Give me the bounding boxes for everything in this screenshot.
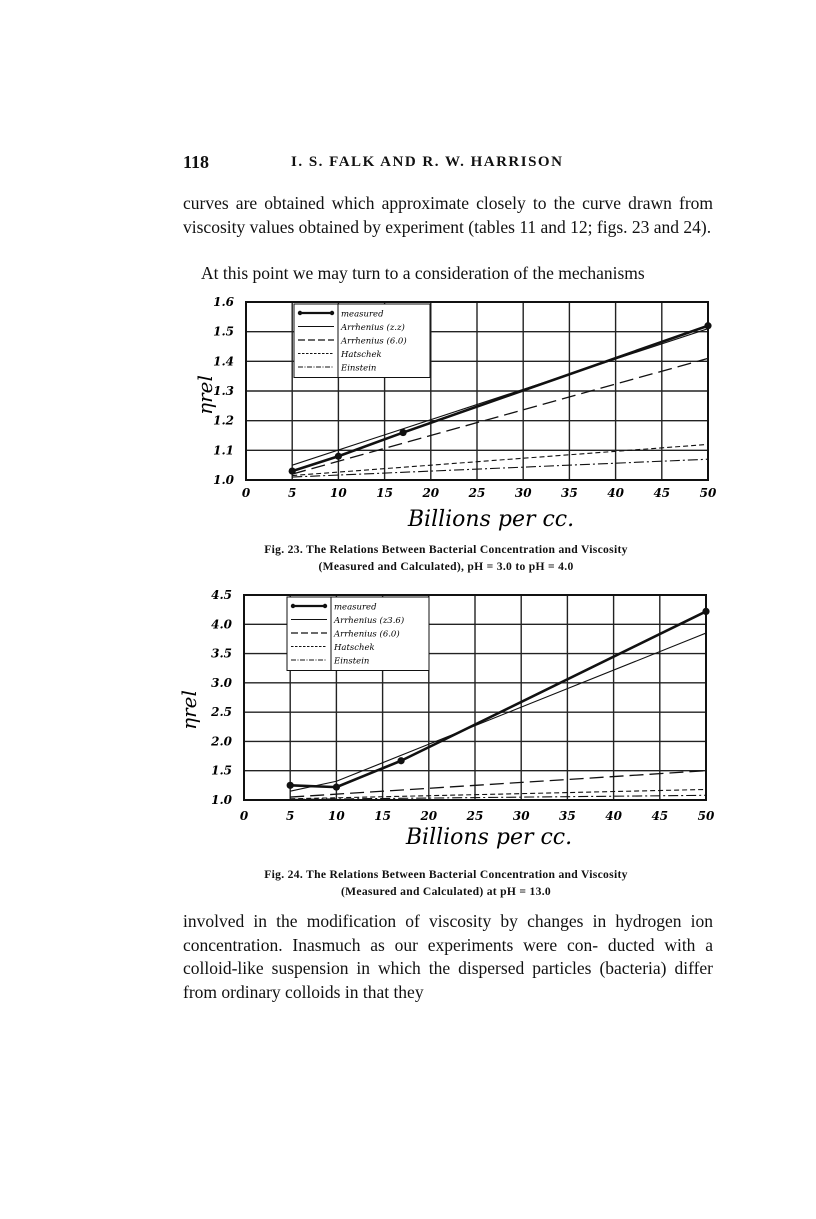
paragraph-line: drawn from viscosity values obtained by experiment (tables xyxy=(183,193,714,237)
page-number: 118 xyxy=(183,152,210,172)
figure-24-chart xyxy=(0,580,816,852)
x-tick-label: 45 xyxy=(651,809,669,823)
x-tick-label: 10 xyxy=(330,486,347,500)
x-tick-label: 20 xyxy=(420,809,438,823)
legend-label: measured xyxy=(341,309,384,320)
x-tick-label: 25 xyxy=(468,486,486,500)
y-tick-label: 1.6 xyxy=(213,295,234,309)
page-header xyxy=(183,152,713,176)
series-line xyxy=(290,795,706,799)
legend-label: Arrhenius (6.0) xyxy=(341,336,407,347)
paragraph-line: ion concentration. Inasmuch as our experiments were con- xyxy=(183,911,714,955)
y-tick-label: 1.0 xyxy=(211,793,232,807)
y-tick-label: 2.0 xyxy=(211,734,232,749)
y-tick-label: 1.2 xyxy=(213,413,234,428)
x-tick-label: 5 xyxy=(288,486,297,500)
paragraph-1 xyxy=(183,192,713,239)
data-point xyxy=(704,322,711,329)
paragraph-line: particles (bacteria) differ from ordinary colloids in that they xyxy=(183,958,714,1002)
x-tick-label: 45 xyxy=(653,486,671,500)
x-tick-label: 35 xyxy=(561,486,578,500)
y-tick-label: 3.0 xyxy=(211,675,232,690)
paragraph-line: ducted with a colloid-like suspension in which the dispersed xyxy=(183,934,714,978)
data-point xyxy=(397,757,404,764)
series-line xyxy=(292,459,708,477)
x-tick-label: 50 xyxy=(699,486,717,500)
data-point xyxy=(287,782,294,789)
y-tick-label: 1.3 xyxy=(213,384,234,398)
paragraph-line: curves are obtained which approximate closely to the curve xyxy=(183,193,621,213)
x-axis-label: Billions per cc. xyxy=(407,507,575,532)
legend-label: Arrhenius (z.z) xyxy=(341,323,405,333)
x-tick-label: 15 xyxy=(376,486,393,500)
data-point xyxy=(333,784,340,791)
paragraph-3 xyxy=(183,910,713,1004)
legend-marker xyxy=(298,311,302,315)
legend-label: measured xyxy=(334,602,377,613)
x-tick-label: 0 xyxy=(239,809,249,823)
y-tick-label: 1.4 xyxy=(213,354,234,369)
y-tick-label: 2.5 xyxy=(211,705,232,720)
running-title: I. S. FALK AND R. W. HARRISON xyxy=(291,154,564,170)
x-tick-label: 20 xyxy=(422,486,440,500)
legend-label: Einstein xyxy=(334,656,370,667)
paragraph-line: involved in the modification of viscosity by changes in hydrogen xyxy=(183,911,682,931)
paragraph-2: At this point we may turn to a consideration of the mechanisms xyxy=(201,263,645,283)
figure-23-chart xyxy=(0,290,816,535)
data-point xyxy=(702,608,709,615)
y-tick-label: 3.5 xyxy=(211,646,232,661)
legend-label: Arrhenius (z3.6) xyxy=(334,616,405,626)
y-tick-label: 1.1 xyxy=(213,443,234,458)
figure-24-caption xyxy=(172,866,720,900)
x-tick-label: 30 xyxy=(514,486,532,500)
y-tick-label: 1.5 xyxy=(213,324,234,339)
legend-label: Einstein xyxy=(341,363,377,374)
legend-label: Arrhenius (6.0) xyxy=(334,629,400,640)
legend-marker xyxy=(330,311,334,315)
x-tick-label: 10 xyxy=(328,809,345,823)
y-tick-label: 4.0 xyxy=(211,617,232,632)
x-tick-label: 25 xyxy=(466,809,484,823)
y-tick-label: 4.5 xyxy=(211,588,232,602)
x-tick-label: 15 xyxy=(374,809,391,823)
data-point xyxy=(335,453,342,460)
y-tick-label: 1.5 xyxy=(211,763,232,778)
x-tick-label: 50 xyxy=(697,809,715,823)
legend-marker xyxy=(291,604,295,608)
paragraph-line: 11 and 12; figs. 23 and 24). xyxy=(519,216,712,237)
legend-label: Hatschek xyxy=(334,643,375,653)
caption-line: Fig. 23. The Relations Between Bacterial Concentration and Viscosity xyxy=(264,543,628,556)
x-tick-label: 0 xyxy=(241,486,251,500)
caption-line: (Measured and Calculated), pH = 3.0 to pH = 4.0 xyxy=(318,560,574,573)
y-tick-label: 1.0 xyxy=(213,473,234,487)
x-tick-label: 40 xyxy=(607,486,624,500)
x-tick-label: 40 xyxy=(605,809,622,823)
x-tick-label: 30 xyxy=(512,809,530,823)
caption-line: Fig. 24. The Relations Between Bacterial Concentration and Viscosity xyxy=(264,868,628,881)
x-tick-label: 35 xyxy=(559,809,576,823)
figure-23-caption xyxy=(172,541,720,575)
legend-label: Hatschek xyxy=(341,350,382,360)
legend-marker xyxy=(323,604,327,608)
y-axis-label: ηrel xyxy=(177,690,201,730)
x-axis-label: Billions per cc. xyxy=(405,825,573,850)
x-tick-label: 5 xyxy=(286,809,295,823)
caption-line: (Measured and Calculated) at pH = 13.0 xyxy=(340,885,552,898)
y-axis-label: ηrel xyxy=(193,375,217,415)
